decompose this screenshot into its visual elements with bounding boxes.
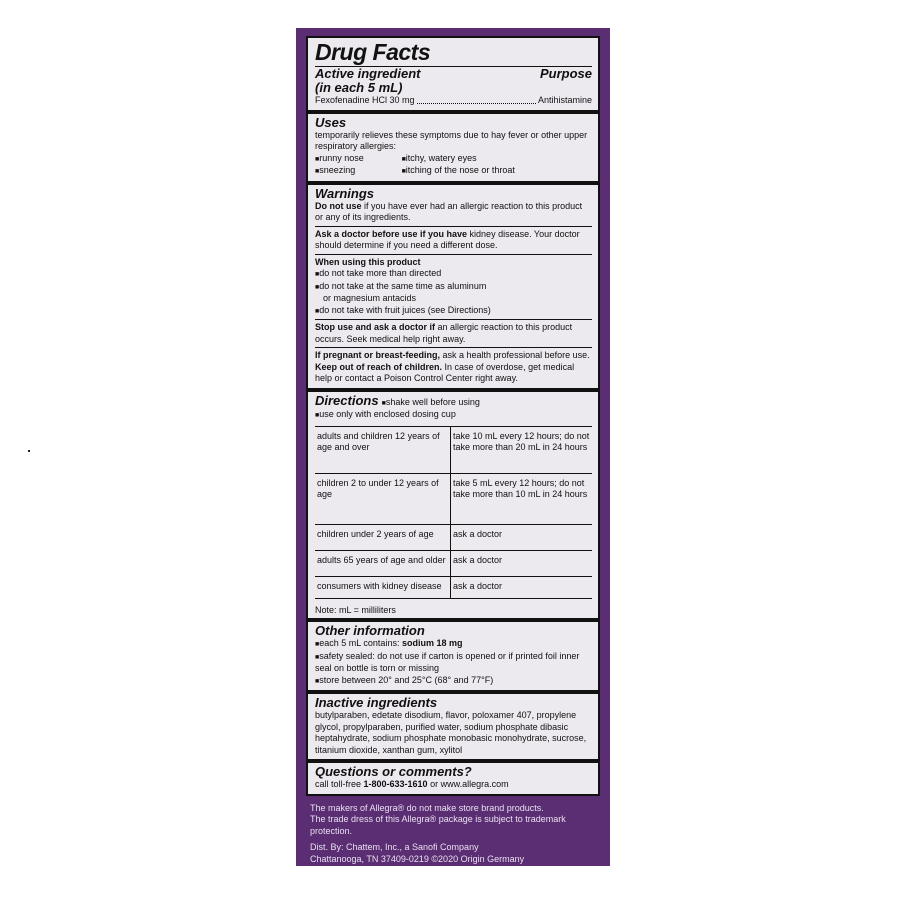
- stray-dot: [28, 450, 30, 452]
- stop-use-warning: Stop use and ask a doctor if an allergic reaction to this product occurs. Seek medical help right away.: [315, 319, 592, 345]
- trade-dress-notice: The trade dress of this Allegra® package is subject to trademark protection.: [310, 814, 566, 836]
- purpose-value: Antihistamine: [537, 95, 592, 105]
- purpose-heading: Purpose: [539, 66, 592, 81]
- directions-item: ■ shake well before using: [382, 397, 480, 410]
- uses-item: ■ itching of the nose or throat: [402, 165, 592, 178]
- table-row: adults 65 years of age and older ask a doctor: [315, 550, 592, 576]
- when-using-warning: When using this product ■ do not take more than directed ■ do not take at the same time as aluminum or magnesium antacids ■ do not take with fruit juices (see Directions): [315, 254, 592, 318]
- label-footer: [306, 796, 600, 866]
- directions-section: [308, 392, 598, 623]
- drug-facts-title: Drug Facts: [315, 39, 431, 65]
- warning-item: ■ do not take more than directed: [315, 268, 592, 281]
- drug-facts-panel: [306, 36, 600, 796]
- trademark-notice: The makers of Allegra® do not make store brand products.: [310, 802, 544, 813]
- uses-item: ■ itchy, watery eyes: [402, 153, 592, 166]
- active-ingredient-subheading: (in each 5 mL): [315, 80, 403, 95]
- active-ingredient-heading: Active ingredient: [315, 66, 421, 81]
- inactive-ingredients-text: butylparaben, edetate disodium, flavor, poloxamer 407, propylene glycol, propylparaben, purified water, sodium phosphate dibasic heptahydrate, sodium phosphate monobasic monohydrate, sucrose, titanium dioxide, xanthan gum, xylitol: [315, 710, 587, 755]
- do-not-use-warning: Do not use if you have ever had an allergic reaction to this product or any of its ingredients.: [315, 200, 583, 222]
- warning-item: ■ do not take at the same time as aluminum: [315, 281, 592, 294]
- table-row: children under 2 years of age ask a doctor: [315, 524, 592, 550]
- directions-item: ■ use only with enclosed dosing cup: [315, 409, 592, 422]
- pregnancy-warning: If pregnant or breast-feeding, ask a health professional before use. Keep out of reach of children. In case of overdose, get medical help or contact a Poison Control Center right away.: [315, 347, 592, 385]
- other-item: ■ each 5 mL contains: sodium 18 mg: [315, 638, 592, 651]
- warning-item: or magnesium antacids: [323, 293, 417, 303]
- other-information-heading: Other information: [315, 623, 425, 638]
- other-item: ■ store between 20° and 25°C (68° and 77°F): [315, 675, 592, 688]
- distributor-line: Dist. By: Chattem, Inc., a Sanofi Company: [310, 842, 479, 852]
- uses-item: ■ runny nose: [315, 153, 402, 166]
- inactive-ingredients-section: [308, 694, 598, 763]
- questions-heading: Questions or comments?: [315, 764, 472, 779]
- drug-facts-label: [296, 28, 610, 866]
- uses-intro: temporarily relieves these symptoms due to hay fever or other upper respiratory allergies:: [315, 129, 588, 151]
- other-information-section: [308, 622, 598, 694]
- uses-section: [308, 114, 598, 185]
- directions-heading: Directions: [315, 392, 379, 408]
- active-ingredient-name: Fexofenadine HCl 30 mg: [315, 95, 415, 105]
- warnings-section: [308, 185, 598, 392]
- table-row: adults and children 12 years of age and over take 10 mL every 12 hours; do not take more than 20 mL in 24 hours: [315, 426, 592, 473]
- questions-section: [308, 763, 598, 794]
- warnings-heading: Warnings: [315, 185, 374, 201]
- active-ingredient-section: [308, 38, 598, 114]
- table-row: consumers with kidney disease ask a doctor: [315, 576, 592, 598]
- other-item: ■ safety sealed: do not use if carton is opened or if printed foil inner seal on bottle is torn or missing: [315, 651, 592, 675]
- ask-doctor-warning: Ask a doctor before use if you have kidney disease. Your doctor should determine if you need a different dose.: [315, 226, 592, 252]
- uses-heading: Uses: [315, 114, 347, 130]
- distributor-address: Chattanooga, TN 37409-0219 ©2020 Origin Germany: [310, 853, 525, 864]
- warning-item: ■ do not take with fruit juices (see Directions): [315, 305, 592, 318]
- questions-contact: call toll-free 1-800-633-1610 or www.allegra.com: [315, 779, 509, 789]
- dosage-table: [315, 426, 592, 599]
- table-row: children 2 to under 12 years of age take 5 mL every 12 hours; do not take more than 10 mL in 24 hours: [315, 473, 592, 524]
- inactive-ingredients-heading: Inactive ingredients: [315, 695, 438, 710]
- directions-note: Note: mL = milliliters: [315, 598, 592, 615]
- uses-item: ■ sneezing: [315, 165, 402, 178]
